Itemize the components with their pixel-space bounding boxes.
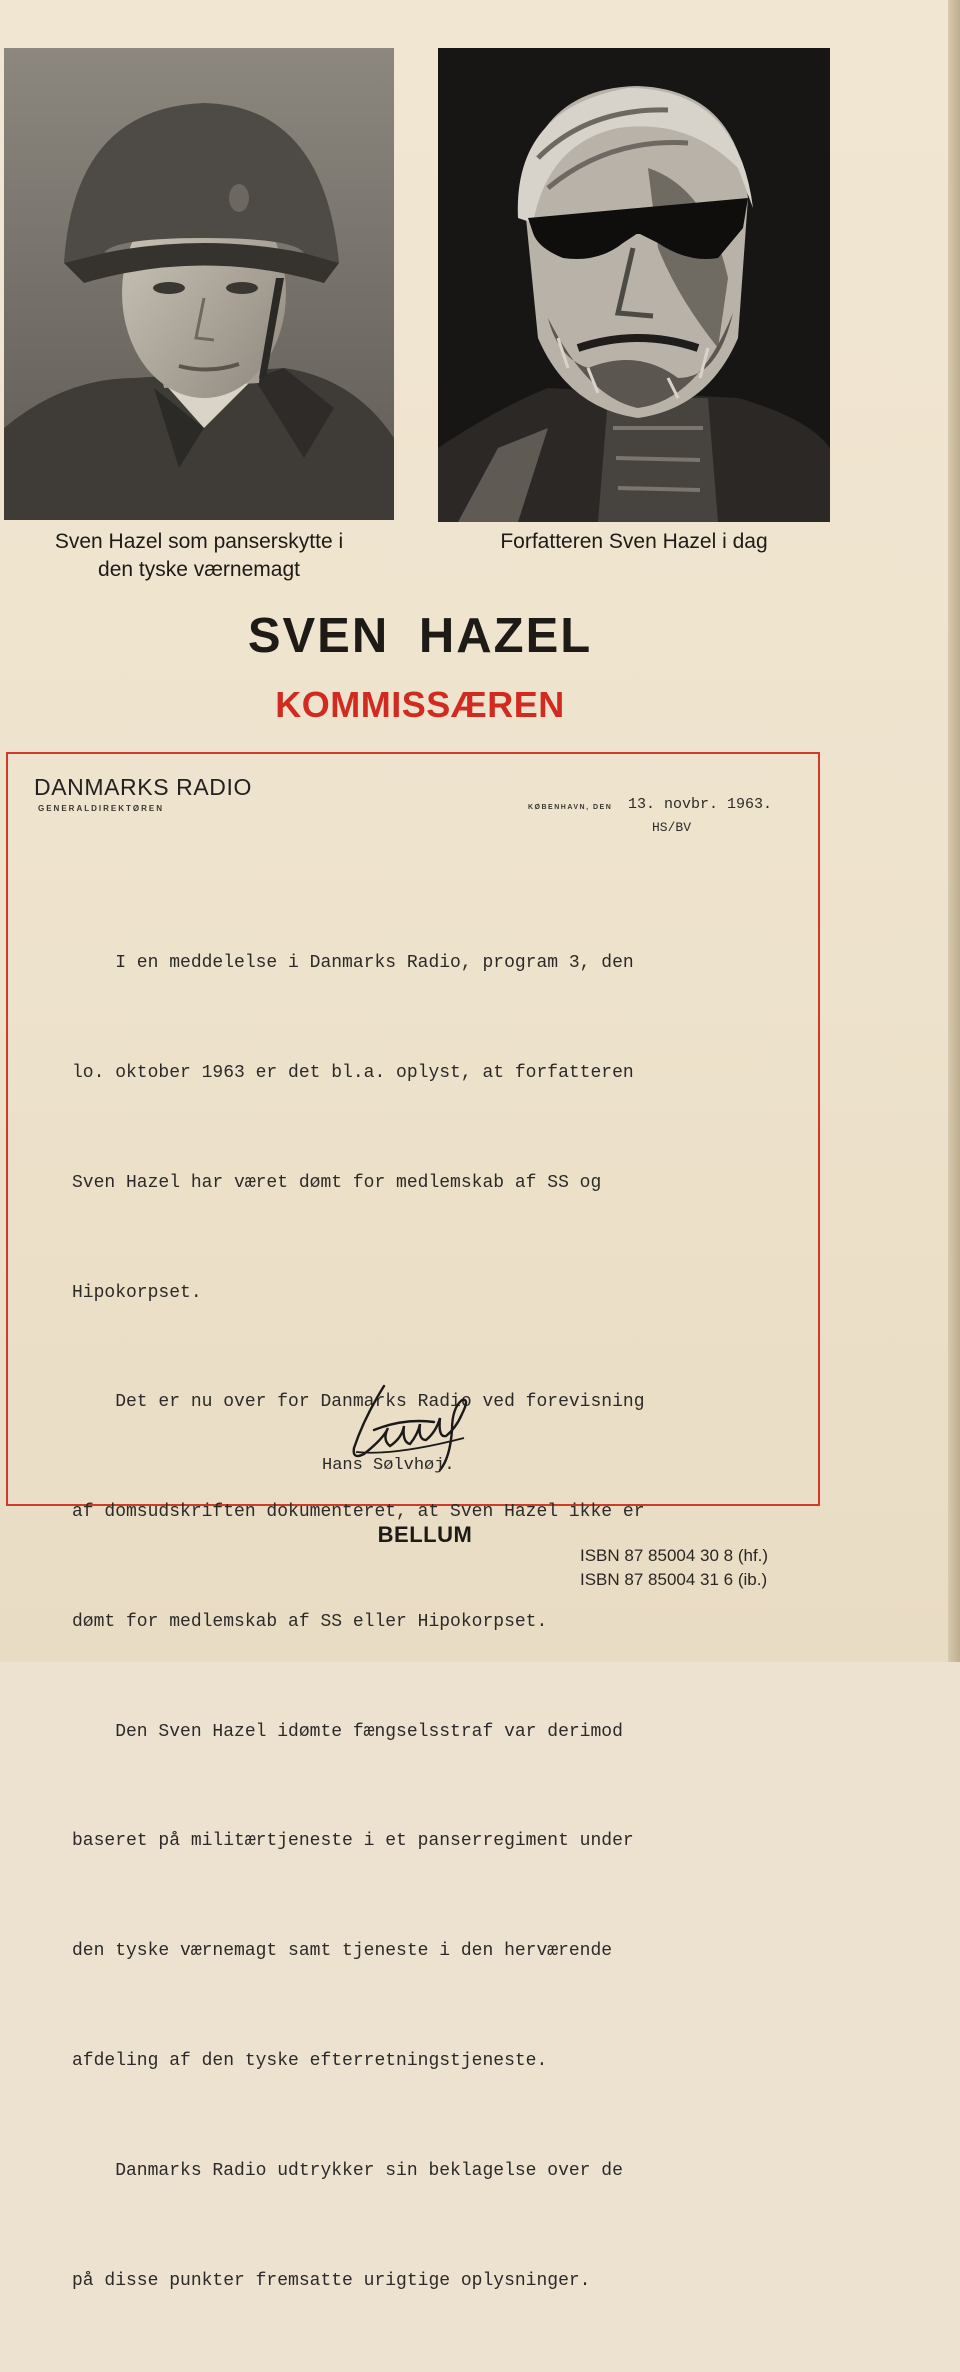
letter-line: Det er nu over for Danmarks Radio ved forevisning (72, 1392, 645, 1413)
letter-line: Danmarks Radio udtrykker sin beklagelse over de (72, 2160, 623, 2181)
letter-line: af domsudskriften dokumenteret, at Sven Hazel ikke er (72, 1502, 645, 1523)
page-edge (948, 0, 960, 1662)
letter-line: Sven Hazel har været dømt for medlemskab af SS og (72, 1172, 602, 1193)
letter-body (72, 872, 792, 2372)
letter-place: KØBENHAVN, DEN (528, 804, 613, 811)
photo-soldier (4, 48, 394, 520)
letter-line: I en meddelelse i Danmarks Radio, program 3, den (72, 953, 634, 974)
letter-line: lo. oktober 1963 er det bl.a. oplyst, at forfatteren (72, 1062, 634, 1083)
letter-date: 13. novbr. 1963. (628, 796, 773, 813)
caption-line: Sven Hazel som panserskytte i (54, 530, 344, 553)
letter-line: Hipokorpset. (72, 1282, 202, 1303)
letter-line: Den Sven Hazel idømte fængselsstraf var derimod (72, 1721, 623, 1742)
caption-line: den tyske værnemagt (98, 558, 300, 581)
publisher-name: BELLUM (377, 1522, 473, 1547)
photo-caption-soldier (4, 528, 394, 584)
letterhead-organization: DANMARKS RADIO (34, 774, 252, 800)
letter-line: den tyske værnemagt samt tjeneste i den herværende (72, 1941, 613, 1962)
signer-name: Hans Sølvhøj. (322, 1456, 455, 1475)
isbn-hardcover: ISBN 87 85004 31 6 (ib.) (580, 1570, 768, 1589)
book-title: KOMMISSÆREN (275, 684, 565, 725)
letter-line: afdeling af den tyske efterretningstjeneste. (72, 2051, 548, 2071)
letter-line: på disse punkter fremsatte urigtige oplysninger. (72, 2270, 591, 2291)
photo-caption-author: Forfatteren Sven Hazel i dag (500, 530, 768, 553)
author-name: SVEN HAZEL (247, 609, 593, 663)
isbn-paperback: ISBN 87 85004 30 8 (hf.) (580, 1546, 769, 1565)
letter-reference: HS/BV (652, 820, 692, 835)
letterhead-department: GENERALDIREKTØREN (38, 804, 165, 813)
photo-author (438, 48, 830, 522)
letter-line: dømt for medlemskab af SS eller Hipokorpset. (72, 1611, 548, 1632)
letter-line: baseret på militærtjeneste i et panserregiment under (72, 1831, 634, 1852)
